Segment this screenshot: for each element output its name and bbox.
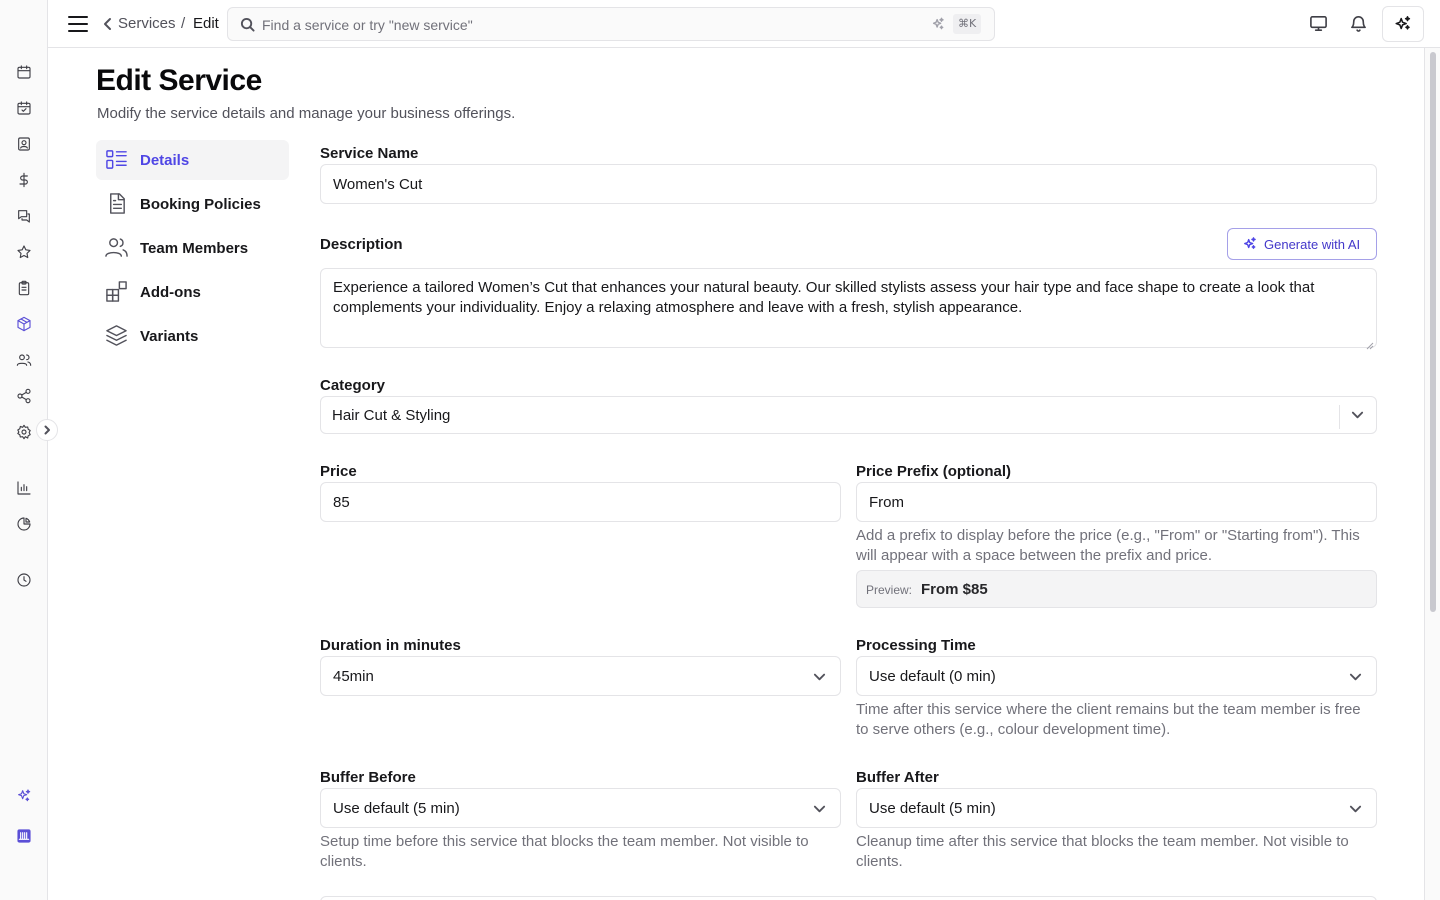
preview-label: Preview: — [866, 583, 913, 597]
buffer-after-select[interactable] — [856, 788, 1377, 828]
generate-with-ai-button[interactable] — [1227, 228, 1377, 260]
breadcrumb-current: Edit — [193, 15, 219, 32]
category-select[interactable] — [320, 396, 1377, 434]
top-bar — [48, 0, 1440, 48]
nav-variants-label: Variants — [140, 328, 199, 345]
breadcrumb-services-link[interactable]: Services — [118, 15, 176, 32]
processing-time-value: Use default (0 min) — [869, 668, 996, 685]
price-prefix-input[interactable] — [856, 482, 1377, 522]
menu-icon[interactable] — [68, 14, 88, 34]
chevron-down-icon — [813, 670, 827, 684]
duration-label: Duration in minutes — [320, 637, 461, 654]
category-value: Hair Cut & Styling — [332, 407, 451, 424]
chevron-down-icon — [1349, 802, 1363, 816]
settings-icon[interactable] — [14, 422, 34, 442]
sparkles-icon — [1243, 237, 1258, 252]
processing-time-select[interactable] — [856, 656, 1377, 696]
generate-with-ai-label: Generate with AI — [1264, 237, 1361, 252]
expand-rail-button[interactable] — [36, 419, 58, 441]
nav-team-members-label: Team Members — [140, 240, 249, 257]
keyboard-icon[interactable] — [14, 826, 34, 846]
back-chevron-icon[interactable] — [102, 17, 114, 31]
chevron-down-icon — [1349, 670, 1363, 684]
chevron-down-icon — [1351, 408, 1365, 422]
category-label: Category — [320, 377, 386, 394]
price-preview — [856, 570, 1377, 608]
service-name-input[interactable] — [320, 164, 1377, 204]
chevron-down-icon — [813, 802, 827, 816]
calendar-check-icon[interactable] — [14, 98, 34, 118]
left-rail — [0, 0, 48, 900]
buffer-before-value: Use default (5 min) — [333, 800, 460, 817]
layers-icon — [105, 324, 129, 348]
sparkles-icon[interactable] — [14, 786, 34, 806]
price-label: Price — [320, 463, 357, 480]
price-prefix-value: From — [869, 494, 904, 511]
buffer-after-label: Buffer After — [856, 769, 939, 786]
contact-card-icon[interactable] — [14, 134, 34, 154]
price-prefix-help: Add a prefix to display before the price (e.g., "From" or "Starting from"). This will appear with a space between the prefix and price. — [856, 527, 1360, 564]
price-value: 85 — [333, 494, 350, 511]
calendar-icon[interactable] — [14, 62, 34, 82]
monitor-icon[interactable] — [1309, 14, 1329, 34]
search-placeholder: Find a service or try "new service" — [262, 17, 473, 33]
document-icon — [105, 192, 129, 216]
bell-icon[interactable] — [1349, 14, 1369, 34]
chevron-right-icon — [42, 425, 52, 435]
share-icon[interactable] — [14, 386, 34, 406]
duration-select[interactable] — [320, 656, 841, 696]
star-icon[interactable] — [14, 242, 34, 262]
nav-add-ons-label: Add-ons — [140, 284, 201, 301]
sparkles-icon — [931, 17, 947, 33]
dollar-icon[interactable] — [14, 170, 34, 190]
duration-value: 45min — [333, 668, 374, 685]
clipboard-icon[interactable] — [14, 278, 34, 298]
search-shortcut-badge: ⌘K — [953, 14, 981, 34]
addons-icon — [105, 280, 129, 304]
page-scrollbar[interactable] — [1424, 48, 1440, 900]
clock-icon[interactable] — [14, 570, 34, 590]
processing-time-label: Processing Time — [856, 637, 976, 654]
buffer-after-help: Cleanup time after this service that blocks the team member. Not visible to clients. — [856, 833, 1349, 870]
bar-chart-icon[interactable] — [14, 478, 34, 498]
page-title: Edit Service — [96, 64, 262, 97]
ai-assistant-button[interactable] — [1382, 6, 1424, 42]
buffer-after-value: Use default (5 min) — [869, 800, 996, 817]
nav-booking-policies-label: Booking Policies — [140, 196, 261, 213]
preview-value: From $85 — [921, 581, 988, 598]
details-icon — [105, 148, 129, 172]
nav-variants[interactable] — [96, 316, 289, 356]
nav-add-ons[interactable] — [96, 272, 289, 312]
nav-details-label: Details — [140, 152, 190, 169]
description-value: Experience a tailored Women’s Cut that enhances your natural beauty. Our skilled stylists assess your hair type and face shape to create a look that complements your individuality. Enjoy a relaxing atmosphere and leave with a fresh, stylish appearance. — [333, 279, 1315, 316]
buffer-before-select[interactable] — [320, 788, 841, 828]
next-section-card — [320, 896, 1377, 900]
resize-handle-icon[interactable] — [1366, 337, 1374, 345]
description-label: Description — [320, 236, 403, 253]
search-input[interactable] — [227, 7, 995, 41]
nav-details[interactable] — [96, 140, 289, 180]
chat-icon[interactable] — [14, 206, 34, 226]
buffer-before-help: Setup time before this service that blocks the team member. Not visible to clients. — [320, 833, 809, 870]
breadcrumb-separator: / — [181, 15, 186, 32]
price-prefix-label: Price Prefix (optional) — [856, 463, 1012, 480]
nav-team-members[interactable] — [96, 228, 289, 268]
team-icon — [105, 236, 129, 260]
select-divider — [1339, 405, 1340, 429]
price-input[interactable] — [320, 482, 841, 522]
users-icon[interactable] — [14, 350, 34, 370]
pie-chart-icon[interactable] — [14, 514, 34, 534]
sparkles-icon — [1394, 15, 1412, 33]
page-subtitle: Modify the service details and manage your business offerings. — [97, 105, 516, 122]
search-icon — [240, 17, 256, 33]
description-textarea[interactable] — [320, 268, 1377, 348]
box-icon[interactable] — [14, 314, 34, 334]
service-name-label: Service Name — [320, 145, 419, 162]
service-name-value: Women's Cut — [333, 176, 423, 193]
nav-booking-policies[interactable] — [96, 184, 289, 224]
buffer-before-label: Buffer Before — [320, 769, 416, 786]
processing-time-help: Time after this service where the client remains but the team member is free to serve others (e.g., colour development time). — [856, 701, 1361, 738]
scrollbar-thumb[interactable] — [1430, 52, 1436, 612]
